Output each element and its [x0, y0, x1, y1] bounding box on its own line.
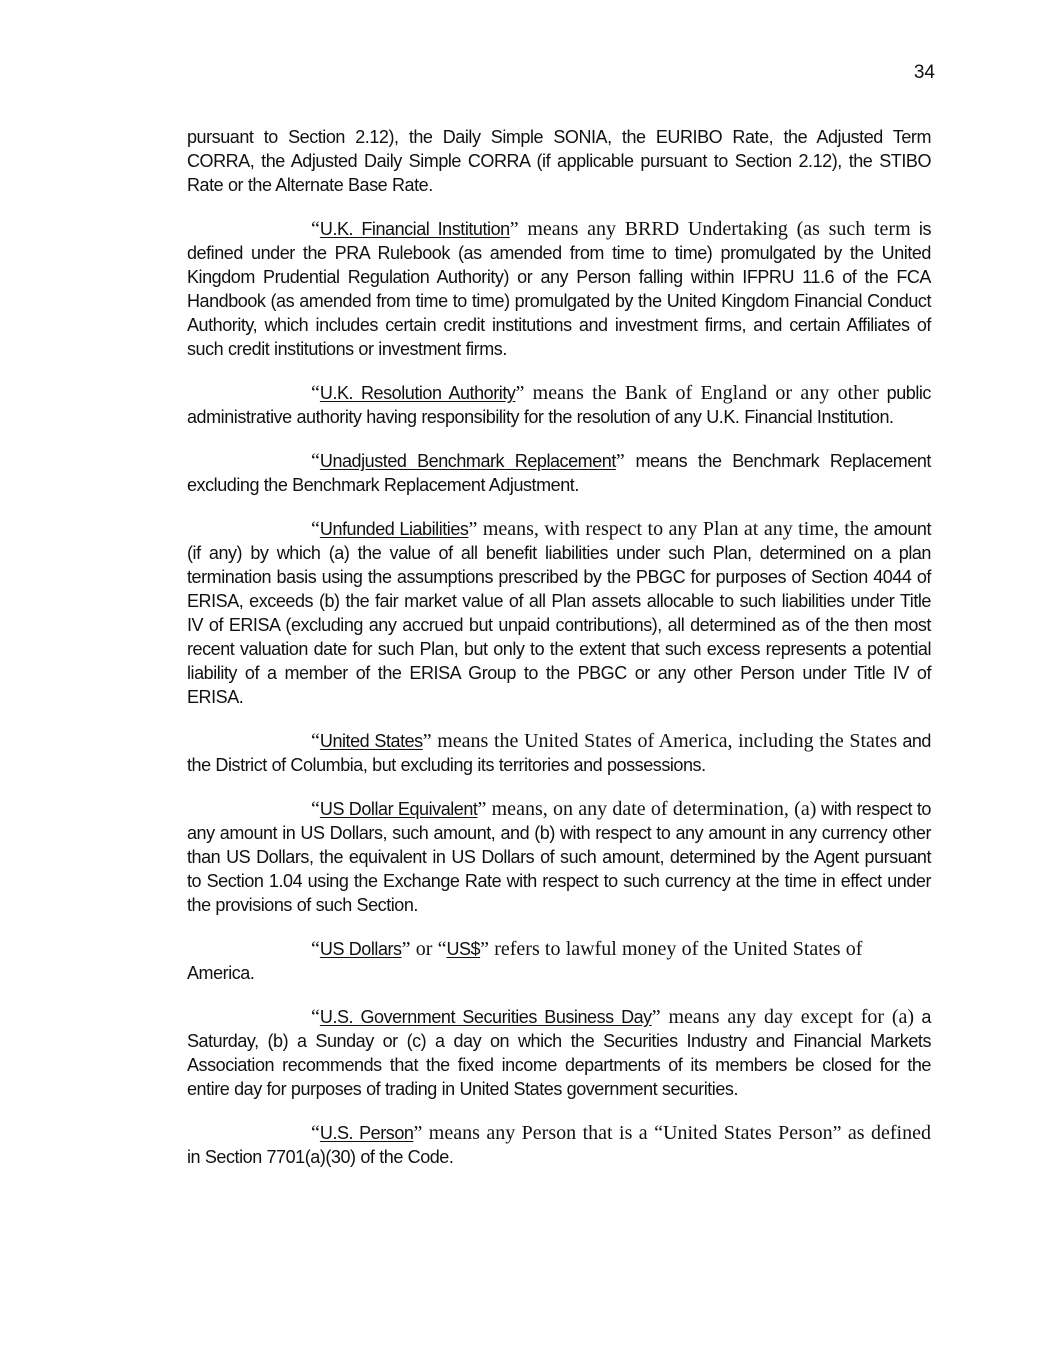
- definition-lead: means the Bank of England or any other: [524, 382, 879, 404]
- defined-term: U.K. Resolution Authority: [319, 383, 516, 403]
- definition-uk-resolution-authority: “U.K. Resolution Authority” means the Bank of England or any other public administrative authority having responsibility for the resolution of any U.K. Financial Institution.: [187, 382, 931, 427]
- defined-term: U.K. Financial Institution: [319, 219, 510, 239]
- definition-text: a Saturday, (b) a Sunday or (c) a day on which the Securities Industry and Financial Markets Association recommends that the fixed income departments of its members be closed for the entire day for purposes of trading in United States government securities.: [187, 1007, 931, 1099]
- definition-lead: means any BRRD Undertaking (as such term: [518, 218, 911, 240]
- defined-term: US Dollars: [319, 939, 402, 959]
- definition-us-dollars: “US Dollars” or “US$” refers to lawful money of the United States of America.: [187, 938, 863, 983]
- definition-united-states: “United States” means the United States of America, including the States and the District of Columbia, but excluding its territories and possessions.: [187, 730, 931, 775]
- definition-lead: means the United States of America, including the States: [431, 730, 898, 752]
- defined-term: U.S. Government Securities Business Day: [319, 1007, 652, 1027]
- definition-unfunded-liabilities: “Unfunded Liabilities” means, with respect to any Plan at any time, the amount (if any) by which (a) the value of all benefit liabilities under such Plan, determined on a plan termination basis using the assumptions prescribed by the PBGC for purposes of Section 4044 of ERISA, exceeds (b) the fair market value of all Plan assets allocable to such liabilities under Title IV of ERISA (excluding any accrued but unpaid contributions), all determined as of the then most recent valuation date for such Plan, but only to the extent that such excess represents a potential liability of a member of the ERISA Group to the PBGC or any other Person under Title IV of ERISA.: [187, 518, 932, 707]
- definition-text: amount (if any) by which (a) the value of all benefit liabilities under such Plan, determined on a plan termination basis using the assumptions prescribed by the PBGC for purposes of Section 4044 of ERISA, exceeds (b) the fair market value of all Plan assets allocable to such liabilities under Title IV of ERISA (excluding any accrued but unpaid contributions), all determined as of the then most recent valuation date for such Plan, but only to the extent that such excess represents a potential liability of a member of the ERISA Group to the PBGC or any other Person under Title IV of ERISA.: [187, 519, 932, 707]
- or-connector: or: [410, 938, 438, 960]
- definition-text: and the District of Columbia, but excluding its territories and possessions.: [187, 731, 931, 775]
- page-number: 34: [913, 62, 935, 83]
- defined-term: U.S. Person: [319, 1123, 414, 1143]
- definition-us-dollar-equivalent: “US Dollar Equivalent” means, on any date of determination, (a) with respect to any amount in US Dollars, such amount, and (b) with respect to any amount in any currency other than US Dollars, the equivalent in US Dollars of such amount, determined by the Agent pursuant to Section 1.04 using the Exchange Rate with respect to such currency at the time in effect under the provisions of such Section.: [187, 798, 931, 915]
- definition-lead: means, on any date of determination, (a): [486, 798, 817, 820]
- definition-unadjusted-benchmark-replacement: “Unadjusted Benchmark Replacement” means the Benchmark Replacement excluding the Benchmark Replacement Adjustment.: [187, 450, 931, 495]
- defined-term: Unfunded Liabilities: [319, 519, 469, 539]
- definition-text: America.: [187, 963, 255, 983]
- defined-term: US Dollar Equivalent: [319, 799, 478, 819]
- continuation-paragraph: pursuant to Section 2.12), the Daily Simple SONIA, the EURIBO Rate, the Adjusted Term CORRA, the Adjusted Daily Simple CORRA (if applicable pursuant to Section 2.12), the STIBO Rate or the Alternate Base Rate.: [187, 127, 931, 195]
- defined-term: US$: [446, 939, 481, 959]
- definition-text: with respect to any amount in US Dollars, such amount, and (b) with respect to any amount in any currency other than US Dollars, the equivalent in US Dollars of such amount, determined by the Agent pursuant to Section 1.04 using the Exchange Rate with respect to such currency at the time in effect under the provisions of such Section.: [187, 799, 931, 915]
- definition-lead: refers to lawful money of the United States of: [489, 938, 863, 960]
- defined-term: United States: [319, 731, 423, 751]
- definition-uk-financial-institution: “U.K. Financial Institution” means any BRRD Undertaking (as such term is defined under the PRA Rulebook (as amended from time to time) promulgated by the United Kingdom Prudential Regulation Authority) or any Person falling within IFPRU 11.6 of the FCA Handbook (as amended from time to time) promulgated by the United Kingdom Financial Conduct Authority, which includes certain credit institutions and investment firms, and certain Affiliates of such credit institutions or investment firms.: [187, 218, 932, 359]
- definition-text: means the Benchmark Replacement excluding the Benchmark Replacement Adjustment.: [187, 451, 931, 495]
- definition-text: public administrative authority having responsibility for the resolution of any U.K. Financial Institution.: [187, 383, 931, 427]
- definition-lead: means any day except for (a): [660, 1006, 915, 1028]
- definition-lead: means, with respect to any Plan at any time, the: [477, 518, 869, 540]
- document-body: [187, 125, 931, 1189]
- definition-us-government-securities-business-day: “U.S. Government Securities Business Day” means any day except for (a) a Saturday, (b) a Sunday or (c) a day on which the Securities Industry and Financial Markets Association recommends that the fixed income departments of its members be closed for the entire day for purposes of trading in United States government securities.: [187, 1006, 931, 1099]
- definition-lead: means any Person that is a “United States Person” as defined: [422, 1122, 931, 1144]
- defined-term: Unadjusted Benchmark Replacement: [319, 451, 616, 471]
- definition-us-person: “U.S. Person” means any Person that is a “United States Person” as defined in Section 7701(a)(30) of the Code.: [187, 1122, 931, 1167]
- definition-text: in Section 7701(a)(30) of the Code.: [187, 1147, 454, 1167]
- definition-text: is defined under the PRA Rulebook (as amended from time to time) promulgated by the United Kingdom Prudential Regulation Authority) or any Person falling within IFPRU 11.6 of the FCA Handbook (as amended from time to time) promulgated by the United Kingdom Financial Conduct Authority, which includes certain credit institutions and investment firms, and certain Affiliates of such credit institutions or investment firms.: [187, 219, 932, 359]
